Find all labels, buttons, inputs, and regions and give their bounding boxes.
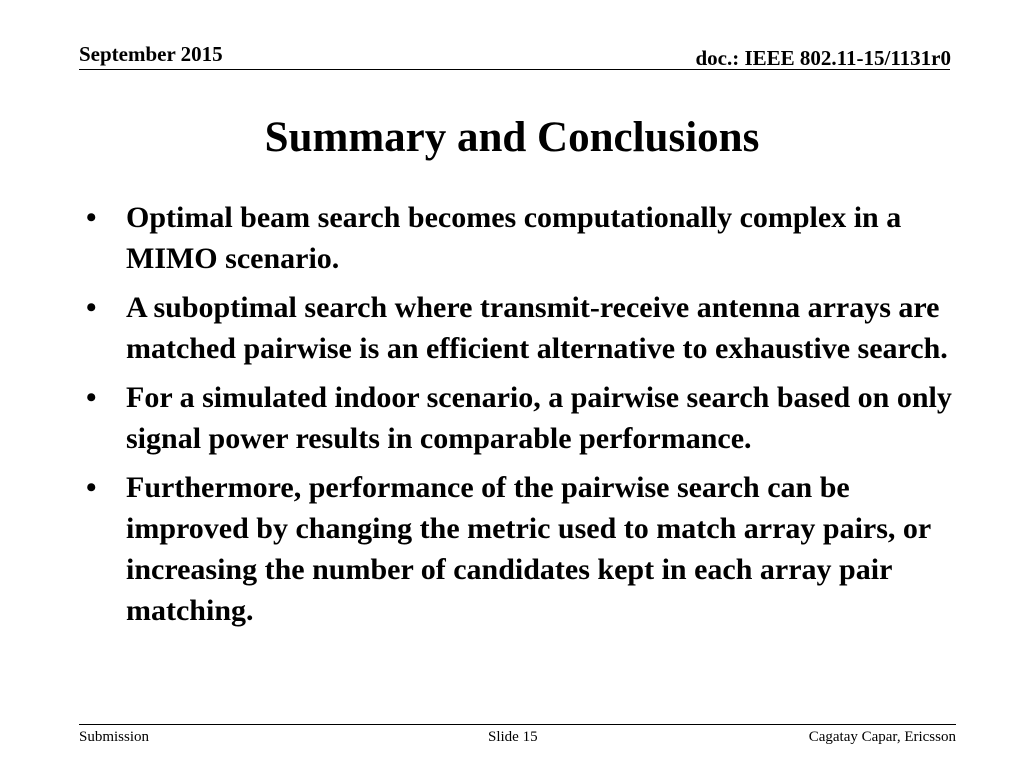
bullet-list bbox=[86, 197, 966, 639]
footer-submission: Submission bbox=[79, 729, 150, 745]
bullet-icon: • bbox=[86, 201, 97, 234]
header-doc-id: doc.: IEEE 802.11-15/1131r0 bbox=[695, 46, 951, 70]
footer-slide-number: Slide 15 bbox=[488, 729, 538, 745]
footer-author: Cagatay Capar, Ericsson bbox=[808, 729, 956, 745]
bullet-item bbox=[86, 197, 966, 279]
bullet-item bbox=[86, 287, 966, 369]
bullet-text: Optimal beam search becomes computationally complex in a MIMO scenario. bbox=[126, 201, 902, 275]
bullet-text: For a simulated indoor scenario, a pairwise search based on only signal power results in comparable performance. bbox=[126, 381, 952, 455]
bullet-text: A suboptimal search where transmit-receive antenna arrays are matched pairwise is an efficient alternative to exhaustive search. bbox=[126, 291, 948, 365]
bullet-icon: • bbox=[86, 381, 97, 414]
bullet-icon: • bbox=[86, 291, 97, 324]
slide-title: Summary and Conclusions bbox=[264, 114, 760, 161]
bullet-text: Furthermore, performance of the pairwise search can be improved by changing the metric used to match array pairs, or increasing the number of candidates kept in each array pair matching. bbox=[126, 471, 931, 627]
header-date: September 2015 bbox=[79, 42, 223, 66]
bullet-icon: • bbox=[86, 471, 97, 504]
footer-divider bbox=[79, 724, 956, 725]
bullet-item bbox=[86, 377, 966, 459]
header-divider bbox=[79, 69, 950, 70]
bullet-item bbox=[86, 467, 966, 631]
